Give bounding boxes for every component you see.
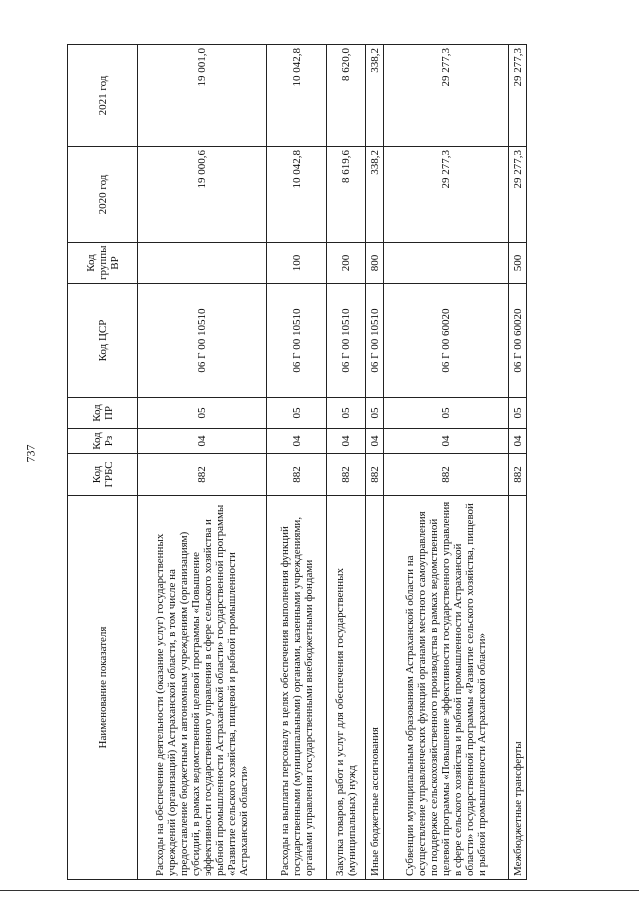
table-row (366, 45, 384, 880)
table-row (327, 45, 366, 880)
row-rz: 04 (327, 429, 366, 454)
row-name: Расходы на обеспечение деятельности (оказание услуг) государственных учреждений (организаций) Астраханской области, в том числе на предоставление бюджетным и автономным учреждениям (организациям) субсидий, в рамках ведомственной целевой программы «Повышение эффективности государственного управления в сфере сельского хозяйства и рыбной промышленности Астраханской области» государственной программы «Развитие сельского хозяйства, пищевой и рыбной промышленности Астраханской области» (138, 496, 267, 880)
row-2020: 29 277,3 (509, 147, 527, 243)
page-number: 737 (23, 444, 38, 463)
row-pr: 05 (138, 398, 267, 429)
header-rz: Код Рз (68, 429, 138, 454)
row-name: Субвенции муниципальным образованиям Астраханской области на осуществление управленческих функций органами местного самоуправления по поддержке сельскохозяйственного производства в рамках ведомственной целевой программы «Повышение эффективности государственного управления в сфере сельского хозяйства и рыбной промышленности Астраханской области» государственной программы «Развитие сельского хозяйства, пищевой и рыбной промышленности Астраханской области» (384, 496, 509, 880)
header-csr: Код ЦСР (68, 284, 138, 398)
row-rz: 04 (384, 429, 509, 454)
row-vr: 200 (327, 243, 366, 284)
row-2020: 10 042,8 (267, 147, 327, 243)
row-vr (138, 243, 267, 284)
row-csr: 06 Г 00 10510 (327, 284, 366, 398)
row-2021: 29 277,3 (509, 45, 527, 147)
row-csr: 06 Г 00 10510 (267, 284, 327, 398)
row-2020: 19 000,6 (138, 147, 267, 243)
row-pr: 05 (384, 398, 509, 429)
row-grbs: 882 (384, 454, 509, 496)
table-row (138, 45, 267, 880)
row-rz: 04 (509, 429, 527, 454)
row-grbs: 882 (366, 454, 384, 496)
row-grbs: 882 (509, 454, 527, 496)
row-rz: 04 (138, 429, 267, 454)
row-2021: 29 277,3 (384, 45, 509, 147)
row-name: Закупка товаров, работ и услуг для обеспечения государственных (муниципальных) нужд (327, 496, 366, 880)
row-csr: 06 Г 00 60020 (384, 284, 509, 398)
row-grbs: 882 (138, 454, 267, 496)
row-vr: 100 (267, 243, 327, 284)
row-grbs: 882 (267, 454, 327, 496)
header-2021: 2021 год (68, 45, 138, 147)
table-row (509, 45, 527, 880)
row-vr: 800 (366, 243, 384, 284)
row-pr: 05 (267, 398, 327, 429)
budget-table (67, 44, 527, 880)
row-2021: 19 001,0 (138, 45, 267, 147)
row-name: Иные бюджетные ассигнования (366, 496, 384, 880)
row-2020: 8 619,6 (327, 147, 366, 243)
row-csr: 06 Г 00 10510 (366, 284, 384, 398)
row-vr: 500 (509, 243, 527, 284)
header-2020: 2020 год (68, 147, 138, 243)
row-2021: 338,2 (366, 45, 384, 147)
row-pr: 05 (327, 398, 366, 429)
row-pr: 05 (366, 398, 384, 429)
table-row (384, 45, 509, 880)
header-row (68, 45, 138, 880)
header-name: Наименование показателя (68, 496, 138, 880)
row-2020: 338,2 (366, 147, 384, 243)
row-pr: 05 (509, 398, 527, 429)
row-2020: 29 277,3 (384, 147, 509, 243)
row-grbs: 882 (327, 454, 366, 496)
row-2021: 8 620,0 (327, 45, 366, 147)
header-vr: Код группы ВР (68, 243, 138, 284)
row-csr: 06 Г 00 10510 (138, 284, 267, 398)
row-rz: 04 (267, 429, 327, 454)
row-name: Межбюджетные трансферты (509, 496, 527, 880)
table-row (267, 45, 327, 880)
row-2021: 10 042,8 (267, 45, 327, 147)
header-pr: Код ПР (68, 398, 138, 429)
row-csr: 06 Г 00 60020 (509, 284, 527, 398)
row-name: Расходы на выплаты персоналу в целях обеспечения выполнения функций государственными (муниципальными) органами, казенными учреждениями, органами управления государственными внебюджетными фондами (267, 496, 327, 880)
header-grbs: Код ГРБС (68, 454, 138, 496)
page-edge-line (0, 890, 639, 891)
row-vr (384, 243, 509, 284)
rotated-table-wrapper (67, 45, 526, 880)
row-rz: 04 (366, 429, 384, 454)
